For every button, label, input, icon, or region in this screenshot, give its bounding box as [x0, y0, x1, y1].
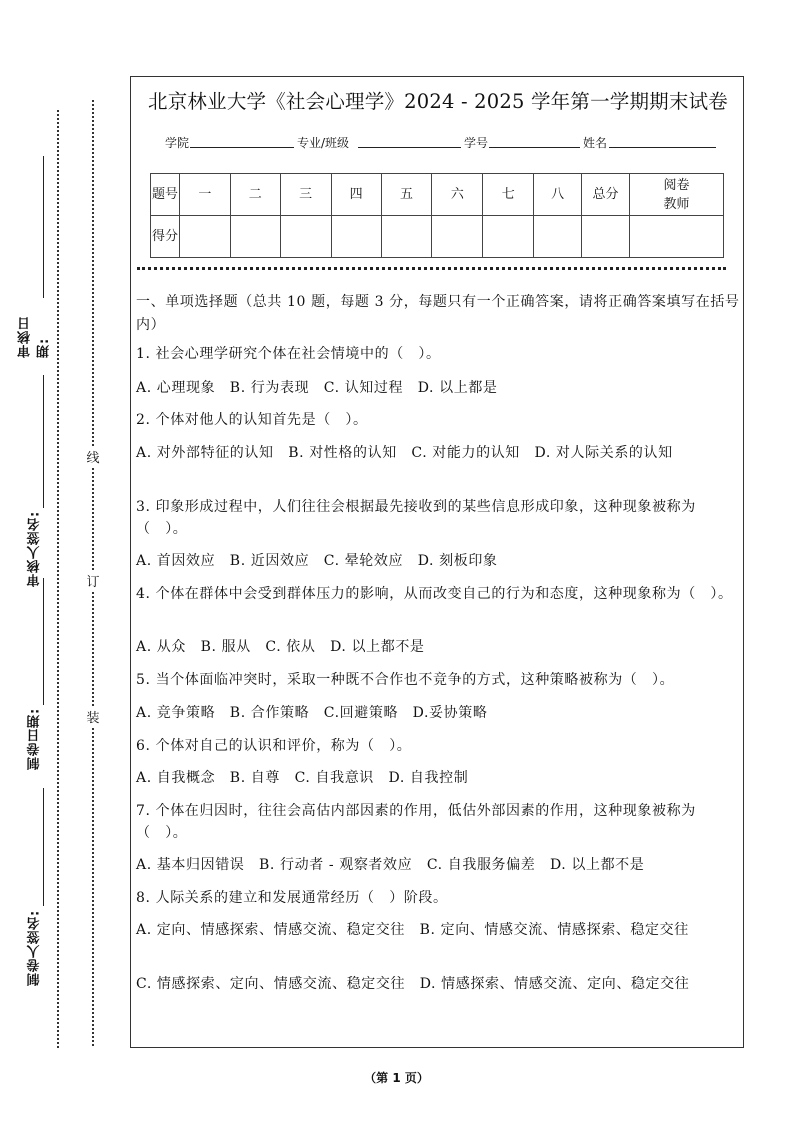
score-cell[interactable] — [331, 216, 381, 258]
question-options: A. 竞争策略 B. 合作策略 C.回避策略 D.妥协策略 — [136, 705, 488, 721]
col-header: 三 — [280, 174, 331, 216]
major-label: 专业/班级 — [297, 136, 350, 150]
question-stem: 1. 社会心理学研究个体在社会情境中的（ ）。 — [136, 346, 441, 362]
section-heading: 一、单项选择题（总共 10 题，每题 3 分，每题只有一个正确答案，请将正确答案填写在括号内） — [136, 294, 740, 333]
make-date-label: 制卷日期: — [27, 707, 43, 771]
cut-mark-pack: 装 — [86, 706, 100, 726]
reviewer-sign-label: 审核人签名: — [27, 510, 43, 588]
question-stem: 7. 个体在归因时，往往会高估内部因素的作用，低估外部因素的作用，这种现象被称为（ ）。 — [136, 803, 696, 841]
major-field[interactable] — [358, 147, 461, 148]
grader-cell[interactable] — [630, 216, 724, 258]
col-header: 八 — [534, 174, 582, 216]
question-stem: 6. 个体对自己的认识和评价，称为（ ）。 — [136, 738, 412, 754]
row-label-question-number: 题号 — [151, 174, 180, 216]
cut-mark-line: 线 — [86, 446, 100, 466]
exam-title: 北京林业大学《社会心理学》2024 - 2025 学年第一学期期末试卷 — [148, 90, 728, 113]
score-cell[interactable] — [179, 216, 230, 258]
score-cell-total[interactable] — [582, 216, 630, 258]
name-label: 姓名 — [583, 136, 608, 150]
reviewer-sign-line — [43, 375, 44, 508]
student-id-field[interactable] — [489, 147, 580, 148]
question-options: A. 从众 B. 服从 C. 依从 D. 以上都不是 — [136, 639, 425, 655]
maker-sign-label: 制卷人签名: — [27, 909, 43, 987]
question-options: C. 情感探索、定向、情感交流、稳定交往 D. 情感探索、情感交流、定向、稳定交往 — [136, 976, 690, 992]
col-header-total: 总分 — [582, 174, 630, 216]
maker-sign-line — [43, 788, 44, 906]
question-options: A. 定向、情感探索、情感交流、稳定交往 B. 定向、情感交流、情感探索、稳定交往 — [136, 922, 689, 938]
question-stem: 8. 人际关系的建立和发展通常经历（ ）阶段。 — [136, 890, 448, 906]
score-row — [151, 216, 724, 258]
college-field[interactable] — [190, 147, 294, 148]
score-table — [150, 173, 724, 258]
score-cell[interactable] — [483, 216, 534, 258]
cut-mark-bind: 订 — [86, 570, 100, 590]
question-options: A. 心理现象 B. 行为表现 C. 认知过程 D. 以上都是 — [136, 380, 498, 396]
score-cell[interactable] — [534, 216, 582, 258]
review-date-label: 审核日期: — [18, 316, 52, 358]
col-header: 四 — [331, 174, 381, 216]
col-header-grader: 阅卷教师 — [630, 174, 724, 216]
question-options: A. 对外部特征的认知 B. 对性格的认知 C. 对能力的认知 D. 对人际关系的认知 — [136, 445, 673, 461]
col-header: 二 — [230, 174, 280, 216]
make-date-line — [43, 578, 44, 705]
col-header: 一 — [179, 174, 230, 216]
score-cell[interactable] — [432, 216, 483, 258]
question-options: A. 基本归因错误 B. 行动者 - 观察者效应 C. 自我服务偏差 D. 以上都不是 — [136, 857, 645, 873]
question-stem: 4. 个体在群体中会受到群体压力的影响，从而改变自己的行为和态度，这种现象称为（ ）。 — [136, 586, 733, 602]
question-stem: 5. 当个体面临冲突时，采取一种既不合作也不竞争的方式，这种策略被称为（ ）。 — [136, 672, 675, 688]
question-stem: 3. 印象形成过程中，人们往往会根据最先接收到的某些信息形成印象，这种现象被称为（ ）。 — [136, 499, 696, 537]
row-label-score: 得分 — [151, 216, 180, 258]
col-header: 五 — [381, 174, 432, 216]
question-options: A. 首因效应 B. 近因效应 C. 晕轮效应 D. 刻板印象 — [136, 553, 498, 569]
section-divider — [137, 267, 726, 270]
question-options: A. 自我概念 B. 自尊 C. 自我意识 D. 自我控制 — [136, 770, 469, 786]
name-field[interactable] — [609, 147, 716, 148]
binding-dotted-line — [57, 110, 59, 1048]
question-number-row — [151, 174, 724, 216]
col-header: 七 — [483, 174, 534, 216]
review-date-line — [43, 156, 44, 298]
score-cell[interactable] — [381, 216, 432, 258]
student-id-label: 学号 — [464, 136, 489, 150]
col-header: 六 — [432, 174, 483, 216]
score-cell[interactable] — [230, 216, 280, 258]
question-stem: 2. 个体对他人的认知首先是（ ）。 — [136, 412, 368, 428]
page-number: （第 1 页） — [364, 1071, 429, 1085]
college-label: 学院 — [165, 136, 190, 150]
score-cell[interactable] — [280, 216, 331, 258]
